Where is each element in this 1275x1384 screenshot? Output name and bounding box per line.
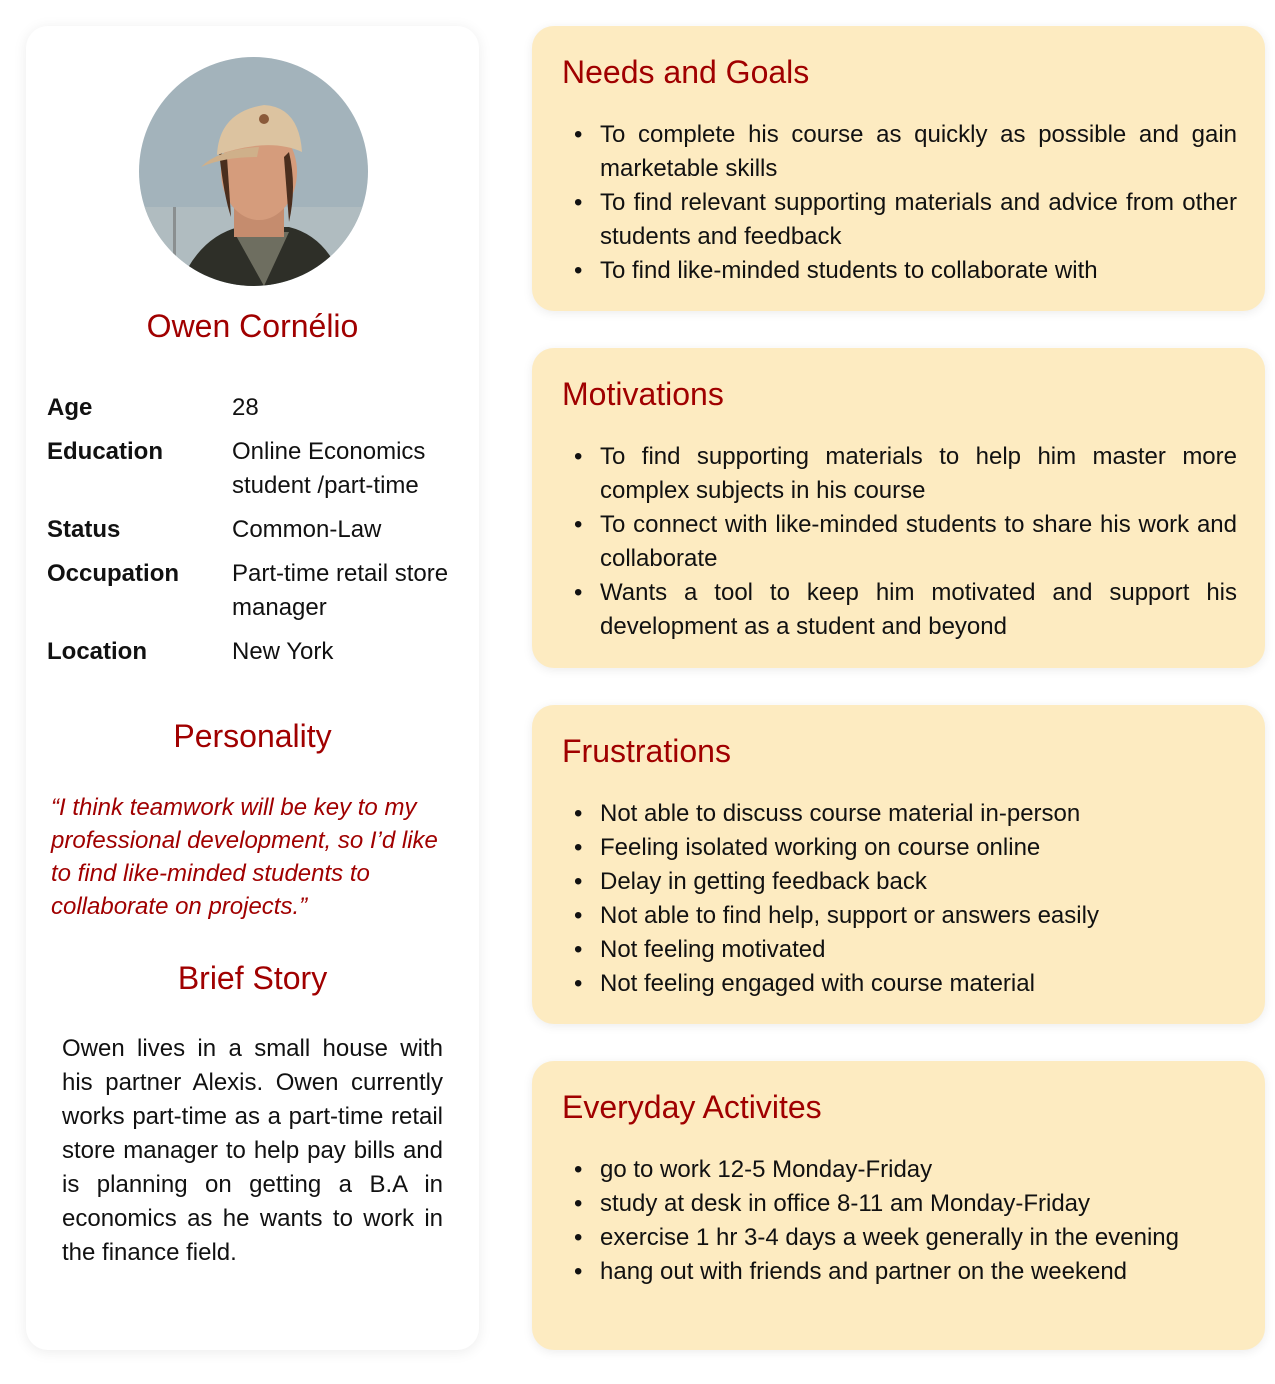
list-item: • To find relevant supporting materials and advice from other students and feedback: [600, 186, 1237, 254]
fact-value: Online Economics student /part-time: [232, 438, 426, 499]
list-item: • To complete his course as quickly as possible and gain marketable skills: [600, 118, 1237, 186]
fact-label: Location: [47, 638, 147, 665]
card-title: Frustrations: [562, 733, 731, 769]
personality-quote: “I think teamwork will be key to my professional development, so I’d like to find like-minded students to collaborate on projects.”: [51, 794, 438, 920]
list-item: • Not feeling motivated: [600, 933, 1237, 967]
list-item: • hang out with friends and partner on the weekend: [600, 1255, 1237, 1289]
list-item: • To find supporting materials to help him master more complex subjects in his course: [600, 440, 1237, 508]
bullet-list: [600, 440, 1237, 644]
profile-card: [26, 26, 479, 1350]
everyday-activities-card: [532, 1061, 1265, 1350]
card-title: Needs and Goals: [562, 54, 810, 90]
fact-location: [47, 635, 467, 669]
brief-story-heading: Brief Story: [177, 960, 328, 996]
personality-heading: Personality: [173, 718, 332, 754]
list-item: • Wants a tool to keep him motivated and support his development as a student and beyond: [600, 576, 1237, 644]
list-item: • Delay in getting feedback back: [600, 865, 1237, 899]
motivations-card: [532, 348, 1265, 668]
facts-list: [47, 391, 467, 679]
avatar: [139, 57, 368, 286]
fact-value: 28: [232, 394, 259, 421]
fact-status: [47, 513, 467, 547]
fact-value: Part-time retail store manager: [232, 560, 449, 621]
fact-label: Status: [47, 516, 121, 543]
list-item: • Not able to discuss course material in-person: [600, 797, 1237, 831]
bullet-list: [600, 797, 1237, 1001]
list-item: • Not able to find help, support or answers easily: [600, 899, 1237, 933]
card-title: Everyday Activites: [562, 1089, 822, 1125]
list-item: • exercise 1 hr 3-4 days a week generally in the evening: [600, 1221, 1237, 1255]
fact-value: Common-Law: [232, 516, 382, 543]
fact-label: Occupation: [47, 560, 180, 587]
list-item: • To find like-minded students to collaborate with: [600, 254, 1237, 288]
list-item: • Not feeling engaged with course material: [600, 967, 1237, 1001]
bullet-list: [600, 118, 1237, 288]
fact-label: Education: [47, 438, 164, 465]
persona-name: Owen Cornélio: [146, 308, 359, 344]
fact-age: [47, 391, 467, 425]
list-item: • go to work 12-5 Monday-Friday: [600, 1153, 1237, 1187]
frustrations-card: [532, 705, 1265, 1024]
bullet-list: [600, 1153, 1237, 1289]
fact-value: New York: [232, 638, 334, 665]
fact-education: [47, 435, 467, 503]
list-item: • study at desk in office 8-11 am Monday-Friday: [600, 1187, 1237, 1221]
card-title: Motivations: [562, 376, 724, 412]
list-item: • To connect with like-minded students to share his work and collaborate: [600, 508, 1237, 576]
list-item: • Feeling isolated working on course online: [600, 831, 1237, 865]
fact-label: Age: [47, 394, 93, 421]
brief-story-text: Owen lives in a small house with his partner Alexis. Owen currently works part-time as a part-time retail store manager to help pay bills and is planning on getting a B.A in economics as he wants to work in the finance field.: [62, 1035, 443, 1266]
fact-occupation: [47, 557, 467, 625]
needs-goals-card: [532, 26, 1265, 311]
